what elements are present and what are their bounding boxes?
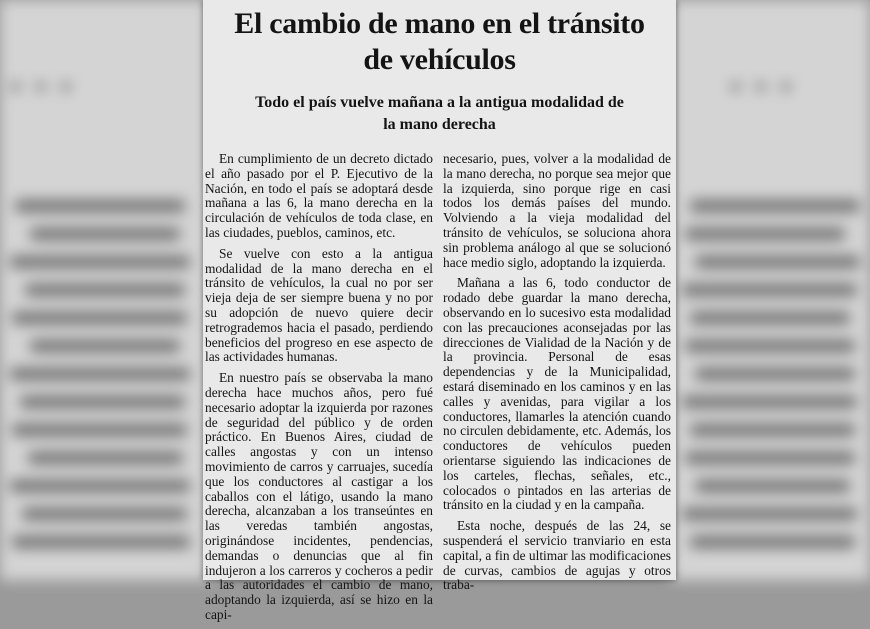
paragraph: En nuestro país se observaba la mano derecha hace muchos años, pero fué necesario adoptar la izquierda por razones de seguridad del público y de orden práctico. En Buenos Aires, ciudad de calles angostas y con un intenso movimiento de carros y carruajes, sucedía que los conductores al castigar a los caballos con el látigo, usando la mano derecha, alcanzaban a los transeúntes en las veredas también angostas, originándose incidentes, pendencias, demandas o denuncias que al fin indujeron a los carreros y cocheros a pedir a las autoridades el cambio de mano, adoptando la izquierda, así se hizo en la capi- (205, 370, 433, 622)
article-column-right (443, 152, 671, 599)
paragraph: necesario, pues, volver a la modalidad de la mano derecha, no porque sea mejor que la izquierda, sino porque rige en casi todos los demás países del mundo. Volviendo a la vieja modalidad del tránsito de vehículos, se soluciona ahora sin problema análogo al que se solucionó hace medio siglo, adoptando la izquierda. (443, 151, 671, 270)
article-column-left (205, 152, 433, 629)
blurred-background-right (670, 0, 870, 580)
article-subtitle (209, 92, 670, 136)
article-title-line-2: de vehículos (363, 43, 516, 76)
article-title (203, 6, 676, 78)
paragraph: Mañana a las 6, todo conductor de rodado debe guardar la mano derecha, observando en lo sucesivo esta modalidad con las precauciones aconsejadas por las direcciones de Vialidad de la Nación y de la provincia. Personal de esas dependencias y de la Municipalidad, estará diseminado en los caminos y en las calles y avenidas, para vigilar a los conductores, llamarles la atención cuando no circulen debidamente, etc. Además, los conductores de vehículos pueden orientarse siguiendo las indicaciones de los carteles, flechas, señales, etc., colocados o pintados en las arterias de tránsito en la ciudad y en la campaña. (443, 275, 671, 513)
blurred-background-left (0, 0, 215, 580)
paragraph: Se vuelve con esto a la antigua modalidad de la mano derecha en el tránsito de vehículos, la cual no por ser vieja deja de ser siempre buena y no por su adopción de nuevo quiere decir retrogrademos hacia el pasado, perdiendo beneficios del progreso en ese aspecto de las actividades humanas. (205, 245, 433, 365)
paragraph: En cumplimiento de un decreto dictado el año pasado por el P. Ejecutivo de la Nación, en todo el país se adoptará desde mañana a las 6, la mano derecha en la circulación de vehículos de toda clase, en las ciudades, pueblos, caminos, etc. (205, 151, 433, 240)
paragraph: Esta noche, después de las 24, se suspenderá el servicio tranviario en esta capital, a fin de ultimar las modificaciones de curvas, cambios de agujas y otros traba- (443, 518, 671, 593)
blurred-title-right: . . . (730, 49, 793, 100)
article-subtitle-line-1: Todo el país vuelve mañana a la antigua modalidad de (255, 94, 624, 111)
article-subtitle-line-2: la mano derecha (383, 116, 496, 133)
newspaper-clipping (203, 0, 676, 622)
article-title-line-1: El cambio de mano en el tránsito (234, 7, 645, 40)
article-body (203, 151, 676, 622)
blurred-title-left: . . . (10, 49, 73, 100)
